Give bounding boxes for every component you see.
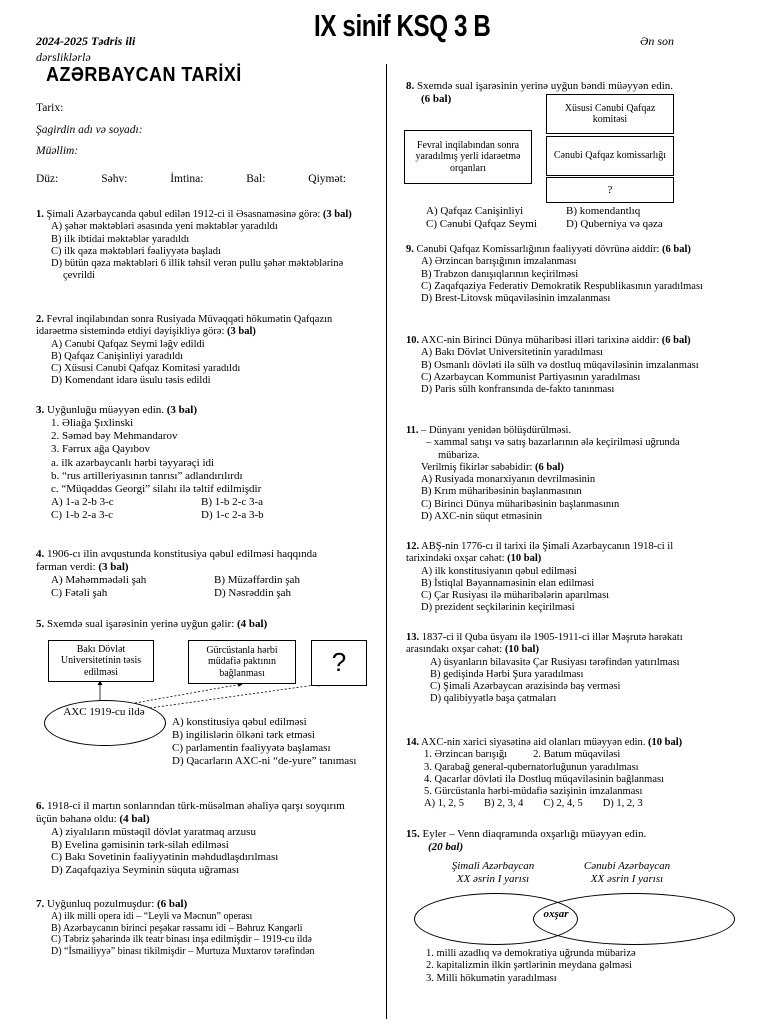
option-d[interactable]: D) Komendant idarə üsulu təsis edildi (51, 375, 211, 387)
option-d[interactable]: D) Nəsrəddin şah (214, 586, 291, 599)
option-c[interactable]: C) Fətəli şah (51, 586, 108, 599)
option-a[interactable]: A) Məhəmmədəli şah (51, 573, 147, 586)
question-stem: Uyğunluq pozulmuşdur: (47, 898, 155, 910)
question-stem: AXC-nin Birinci Dünya müharibəsi illəri tarixinə aiddir: (421, 335, 660, 346)
q8-box-local-bodies: Fevral inqilabından sonra yaradılmış yerli idarəetmə orqanları (404, 130, 532, 184)
option-b[interactable]: B) Müzəffərdin şah (214, 573, 300, 586)
option-b[interactable]: B) Osmanlı dövləti ilə sülh və dostluq müqaviləsinin imzalanması (421, 359, 699, 371)
score-grade-label: Qiymət: (308, 173, 346, 185)
option-c[interactable]: C) Cənubi Qafqaz Seymi (426, 217, 537, 230)
q5-ellipse-label: AXC 1919-cu ildə (63, 706, 145, 718)
option-c[interactable]: C) Təbriz şəhərində ilk teatr binası inşa edilmişdir – 1919-cu ildə (51, 934, 312, 946)
question-15 (406, 828, 751, 854)
question-number: 2. (36, 314, 44, 325)
option-a[interactable]: A) konstitusiya qəbul edilməsi (172, 716, 307, 728)
question-stem: 1906-cı ilin avqustunda konstitusiya qəbul edilməsi haqqında fərman verdi: (36, 548, 318, 573)
teacher-label: Müəllim: (36, 145, 79, 157)
question-stem: Sxemdə sual işarəsinin yerinə uyğun bəndi müəyyən edin. (417, 80, 673, 92)
option-b[interactable]: B) Qafqaz Canişinliyi yaradıldı (51, 350, 184, 362)
option-a[interactable]: A) Rusiyada monarxiyanın devrilməsinin (421, 474, 596, 486)
item-1: 1. Ərzincan barışığı (424, 749, 508, 761)
option-b[interactable]: B) komendantlıq (566, 205, 641, 217)
question-number: 3. (36, 404, 45, 416)
option-c[interactable]: C) Bakı Sovetinin fəaliyyətinin məhdudlaşdırılması (51, 851, 279, 864)
question-stem: Şimali Azərbaycanda qəbul edilən 1912-ci il Əsasnaməsinə görə: (46, 209, 321, 220)
option-a[interactable]: A) 1, 2, 5 (424, 798, 464, 810)
score-skip-label: İmtina: (170, 173, 204, 185)
date-label: Tarix: (36, 102, 64, 114)
option-b[interactable]: B) 1-b 2-c 3-a (201, 496, 264, 509)
school-year: 2024-2025 Tədris ili (36, 34, 136, 48)
question-points: (4 bal) (119, 812, 150, 825)
venn-left-title: Şimali Azərbaycan (451, 860, 535, 872)
match-letter-a: a. ilk azərbaycanlı hərbi təyyarəçi idi (51, 457, 215, 470)
question-number: 6. (36, 800, 45, 812)
q5-box-georgia-pact: Gürcüstanla hərbi müdafiə paktının bağlanması (188, 640, 296, 684)
question-line-2: – xammal satışı və satış bazarlarının ələ keçirilməsi uğrunda mübarizə. (426, 437, 680, 461)
question-13 (406, 632, 706, 706)
question-stem: Cənubi Qafqaz Komissarlığının fəaliyyəti dövrünə aiddir: (416, 244, 660, 255)
option-c[interactable]: C) ilk qəza məktəbləri fəaliyyətə başladı (51, 245, 221, 257)
option-c[interactable]: C) 2, 4, 5 (543, 798, 583, 810)
question-points: (3 bal) (98, 560, 129, 573)
question-number: 1. (36, 209, 44, 220)
question-number: 10. (406, 335, 420, 346)
question-points: (3 bal) (166, 404, 198, 416)
option-d[interactable]: D) 1, 2, 3 (602, 798, 643, 810)
option-a[interactable]: A) Qafqaz Canişinliyi (426, 205, 524, 217)
question-points: (20 bal) (428, 840, 464, 853)
question-10 (406, 335, 746, 396)
option-d[interactable]: D) bütün qəza məktəbləri 6 illik təhsil verən pullu şəhər məktəblərinə çevrildi (51, 258, 344, 282)
venn-right-label (562, 860, 692, 886)
option-a[interactable]: A) ilk konstitusiyanın qəbul edilməsi (421, 565, 577, 577)
question-stem: AXC-nin xarici siyasətinə aid olanları müəyyən edin. (421, 737, 646, 748)
question-points: (10 bal) (648, 737, 683, 748)
question-number: 14. (406, 737, 420, 748)
question-points: (6 bal) (662, 244, 691, 255)
match-letter-c: c. “Müqəddəs Georgi” silahı ilə təltif edilmişdir (51, 483, 262, 496)
option-d[interactable]: D) 1-c 2-a 3-b (201, 508, 264, 521)
option-c[interactable]: C) Xüsusi Cənubi Qafqaz Komitəsi yaradıldı (51, 363, 241, 375)
option-b[interactable]: B) Trabzon danışıqlarının keçirilməsi (421, 268, 579, 280)
question-number: 5. (36, 618, 45, 630)
item-2: 2. kapitalizmin ilkin şərtlərinin meydana gəlməsi (426, 960, 632, 972)
question-line-1: – Dünyanı yenidən bölüşdürülməsi. (421, 425, 572, 436)
option-d[interactable]: D) prezident seçkilərinin keçirilməsi (421, 602, 575, 614)
option-a[interactable]: A) Ərzincan barışığının imzalanması (421, 256, 577, 268)
option-d[interactable]: D) Paris sülh konfransında de-fakto tanınması (421, 384, 615, 396)
venn-left-subtitle: XX əsrin I yarısı (456, 872, 530, 885)
option-d[interactable]: D) qalibiyyətlə başa çatmaları (430, 693, 557, 705)
question-stem: Fevral inqilabından sonra Rusiyada Müvəqqəti hökumətin Qafqazın idarəetmə sistemində etdiyi dəyişikliyə görə: (36, 314, 333, 338)
option-b[interactable]: B) 2, 3, 4 (483, 798, 524, 810)
option-a[interactable]: A) şəhər məktəbləri əsasında yeni məktəblər yaradıldı (51, 221, 278, 233)
question-points: (10 bal) (504, 644, 539, 656)
question-stem: Sxemdə sual işarəsinin yerinə uyğun gəlir: (47, 618, 235, 630)
question-stem: Verilmiş fikirlər səbəbidir: (421, 461, 533, 473)
item-1: 1. milli azadlıq və demokratiya uğrunda mübarizə (426, 948, 636, 959)
option-a[interactable]: A) üsyanların bilavasitə Çar Rusiyası tərəfindən yatırılması (430, 656, 680, 668)
question-15-items (426, 948, 746, 985)
option-d[interactable]: D) AXC-nin süqut etməsinin (421, 510, 543, 522)
option-d[interactable]: D) Qacarların AXC-ni “de-yure” tanıması (172, 754, 357, 767)
question-points: (6 bal) (157, 898, 188, 910)
q8-box-commissariat: Cənubi Qafqaz komissarlığı (546, 136, 674, 176)
question-9 (406, 244, 746, 305)
option-c[interactable]: C) parlamentin fəaliyyətə başlaması (172, 741, 331, 754)
question-14 (406, 737, 751, 811)
question-stem: Uyğunluğu müəyyən edin. (47, 404, 165, 416)
option-a[interactable]: A) Cənubi Qafqaz Seymi ləğv edildi (51, 338, 205, 350)
item-5: 5. Gürcüstanla hərbi-müdafiə sazişinin imzalanması (424, 786, 643, 798)
item-2: 2. Batum müqaviləsi (533, 749, 621, 761)
page-title: IX sinif KSQ 3 B (314, 8, 491, 43)
option-b[interactable]: B) ilk ibtidai məktəblər yaradıldı (51, 233, 190, 245)
item-3: 3. Qarabağ general-qubernatorluğunun yaradılması (424, 761, 639, 773)
venn-center-label: oxşar (543, 908, 569, 920)
question-points: (4 bal) (237, 618, 268, 630)
option-b[interactable]: B) Azərbaycanın birinci peşəkar rəssamı idi – Bəhruz Kəngərli (51, 922, 303, 934)
score-wrong-label: Səhv: (101, 173, 128, 185)
option-d[interactable]: D) “İsmailiyyə” binası tikilmişdir – Murtuza Muxtarov tərəfindən (51, 945, 315, 957)
option-c[interactable]: C) Şimali Azərbaycan ərazisində baş verməsi (430, 681, 621, 693)
question-stem: 1837-ci il Quba üsyanı ilə 1905-1911-ci illər Məşrutə hərəkatı arasındakı oxşar cəhət: (406, 632, 683, 656)
option-c[interactable]: C) Çar Rusiyası ilə müharibələrin aparılması (421, 590, 610, 602)
question-stem: ABŞ-nin 1776-cı il tarixi ilə Şimali Azərbaycanın 1918-ci il tarixindəki oxşar cəhət: (406, 541, 674, 565)
question-points: (6 bal) (661, 335, 691, 346)
question-6 (36, 800, 366, 877)
option-b[interactable]: B) ingilislərin ölkəni tərk etməsi (172, 728, 315, 741)
option-d[interactable]: D) Brest-Litovsk müqaviləsinin imzalanması (421, 293, 611, 305)
match-item-3: 3. Fərrux ağa Qayıbov (51, 442, 150, 455)
final-note: Ən son (640, 34, 675, 48)
question-points: (10 bal) (507, 553, 542, 565)
question-stem: 1918-ci il martın sonlarından türk-müsəlman əhaliyə qarşı soyqırım üçün bəhanə oldu: (36, 800, 345, 825)
option-a[interactable]: A) ziyalıların müstəqil dövlət yaratmaq arzusu (51, 825, 256, 838)
item-4: 4. Qacarlar dövləti ilə Dostluq müqaviləsinin bağlanması (424, 773, 664, 785)
question-7 (36, 898, 346, 958)
score-correct-label: Düz: (36, 173, 59, 185)
question-number: 13. (406, 632, 420, 643)
lessons-note: dərsliklərlə (36, 50, 91, 64)
question-points: (6 bal) (535, 461, 564, 473)
venn-left-label (428, 860, 558, 886)
match-item-2: 2. Səməd bəy Mehmandarov (51, 429, 178, 442)
question-number: 8. (406, 80, 415, 92)
question-5-options (172, 716, 382, 767)
question-points: (6 bal) (421, 92, 452, 105)
option-a[interactable]: A) Bakı Dövlət Universitetinin yaradılması (421, 347, 603, 359)
question-points: (3 bal) (322, 209, 352, 220)
option-d[interactable]: D) Quberniya və qəza (566, 217, 663, 230)
question-points: (3 bal) (227, 326, 256, 338)
q5-box-question: ? (311, 640, 367, 686)
option-c[interactable]: C) Zaqafqaziya Federativ Demokratik Respublikasının yaradılması (421, 280, 703, 292)
option-b[interactable]: B) Krım müharibəsinin başlanmasının (421, 486, 582, 498)
question-number: 9. (406, 244, 414, 255)
q8-box-question: ? (546, 177, 674, 203)
option-c[interactable]: C) Azərbaycan Kommunist Partiyasının yaradılması (421, 371, 641, 383)
venn-right-subtitle: XX əsrin I yarısı (590, 872, 664, 885)
score-points-label: Bal: (246, 173, 266, 185)
question-8-options (426, 205, 726, 231)
option-c[interactable]: C) 1-b 2-a 3-c (51, 508, 114, 521)
option-a[interactable]: A) 1-a 2-b 3-c (51, 496, 114, 509)
question-number: 15. (406, 828, 420, 840)
item-3: 3. Milli hökumətin yaradılması (426, 972, 557, 984)
subject-title: AZƏRBAYCAN TARİXİ (46, 64, 242, 86)
option-a[interactable]: A) ilk milli opera idi – “Leyli və Məcnun” operası (51, 910, 253, 922)
match-item-1: 1. Əliağa Şıxlinski (51, 416, 134, 429)
student-name-label: Şagirdin adı və soyadı: (36, 124, 143, 136)
option-c[interactable]: C) Birinci Dünya müharibəsinin başlanmasının (421, 498, 620, 510)
question-stem: Eyler – Venn diaqramında oxşarlığı müəyyən edin. (422, 828, 647, 840)
venn-right-title: Cənubi Azərbaycan (583, 860, 671, 872)
question-number: 7. (36, 898, 45, 910)
question-number: 4. (36, 548, 45, 560)
question-number: 11. (406, 425, 419, 436)
question-12 (406, 541, 706, 615)
q8-box-committee: Xüsusi Cənubi Qafqaz komitəsi (546, 94, 674, 134)
match-letter-b: b. “rus artilleriyasının tanrısı” adlandırılırdı (51, 470, 243, 483)
question-number: 12. (406, 541, 420, 552)
question-11 (406, 425, 706, 523)
option-d[interactable]: D) Zaqafqaziya Seyminin süquta uğraması (51, 864, 240, 877)
option-b[interactable]: B) gedişində Hərbi Şura yaradılması (430, 668, 584, 680)
option-b[interactable]: B) Evelina gəmisinin tərk-silah edilməsi (51, 838, 229, 851)
q5-box-university: Bakı Dövlət Universitetinin təsis edilməsi (48, 640, 154, 682)
option-b[interactable]: B) İstiqlal Bəyannaməsinin elan edilməsi (421, 577, 595, 589)
